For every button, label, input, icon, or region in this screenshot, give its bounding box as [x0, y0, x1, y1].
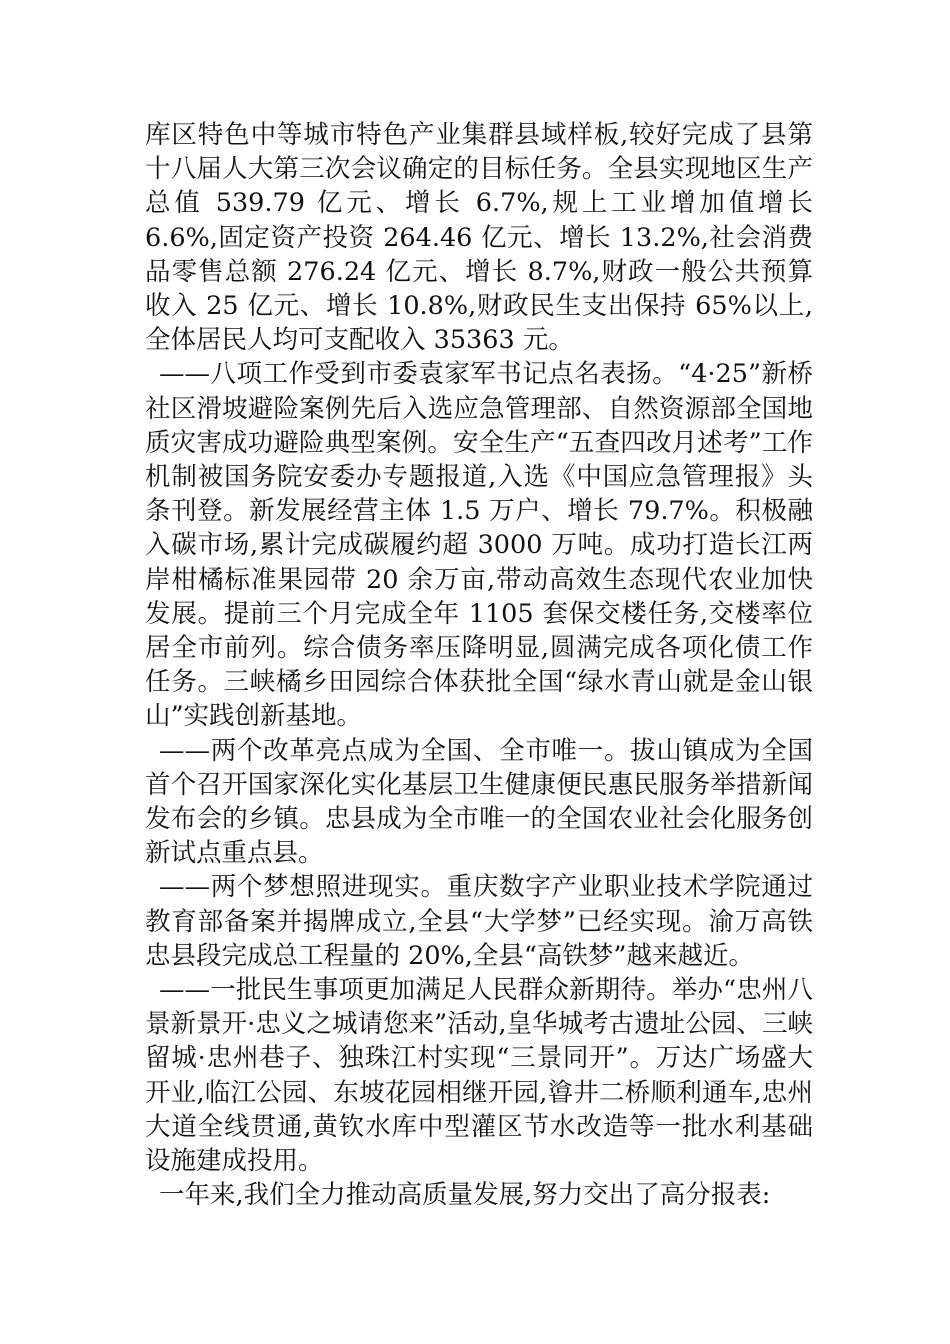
paragraph-year-review: 一年来,我们全力推动高质量发展,努力交出了高分报表:	[159, 1180, 771, 1211]
document-page	[145, 118, 813, 1213]
paragraph-summary: 库区特色中等城市特色产业集群县域样板,较好完成了县第十八届人大第三次会议确定的目标任务。全县实现地区生产总值 539.79 亿元、增长 6.7%,规上工业增加值增长 6.6%,固定资产投资 264.46 亿元、增长 13.2%,社会消费品零售总额 276.24 亿元、增长 8.7%,财政一般公共预算收入 25 亿元、增长 10.8%,财政民生支出保持 65%以上,全体居民人均可支配收入 35363 元。	[145, 120, 813, 356]
paragraph-eight-items: ——八项工作受到市委袁家军书记点名表扬。“4·25”新桥社区滑坡避险案例先后入选应急管理部、自然资源部全国地质灾害成功避险典型案例。安全生产“五查四改月述考”工作机制被国务院安委办专题报道,入选《中国应急管理报》头条刊登。新发展经营主体 1.5 万户、增长 79.7%。积极融入碳市场,累计完成碳履约超 3000 万吨。成功打造长江两岸柑橘标准果园带 20 余万亩,带动高效生态现代农业加快发展。提前三个月完成全年 1105 套保交楼任务,交楼率位居全市前列。综合债务率压降明显,圆满完成各项化债工作任务。三峡橘乡田园综合体获批全国“绿水青山就是金山银山”实践创新基地。	[145, 359, 813, 732]
paragraph-two-dreams: ——两个梦想照进现实。重庆数字产业职业技术学院通过教育部备案并揭牌成立,全县“大学梦”已经实现。渝万高铁忠县段完成总工程量的 20%,全县“高铁梦”越来越近。	[145, 872, 813, 971]
paragraph-livelihood: ——一批民生事项更加满足人民群众新期待。举办“忠州八景新景开·忠义之城请您来”活动,皇华城考古遗址公园、三峡留城·忠州巷子、独珠江村实现“三景同开”。万达广场盛大开业,临江公园、东坡花园相继开园,㽏井二桥顺利通车,忠州大道全线贯通,黄钦水库中型灌区节水改造等一批水利基础设施建成投用。	[145, 975, 813, 1177]
paragraph-two-reforms: ——两个改革亮点成为全国、全市唯一。拔山镇成为全国首个召开国家深化实化基层卫生健康便民惠民服务举措新闻发布会的乡镇。忠县成为全市唯一的全国农业社会化服务创新试点重点县。	[145, 735, 813, 869]
